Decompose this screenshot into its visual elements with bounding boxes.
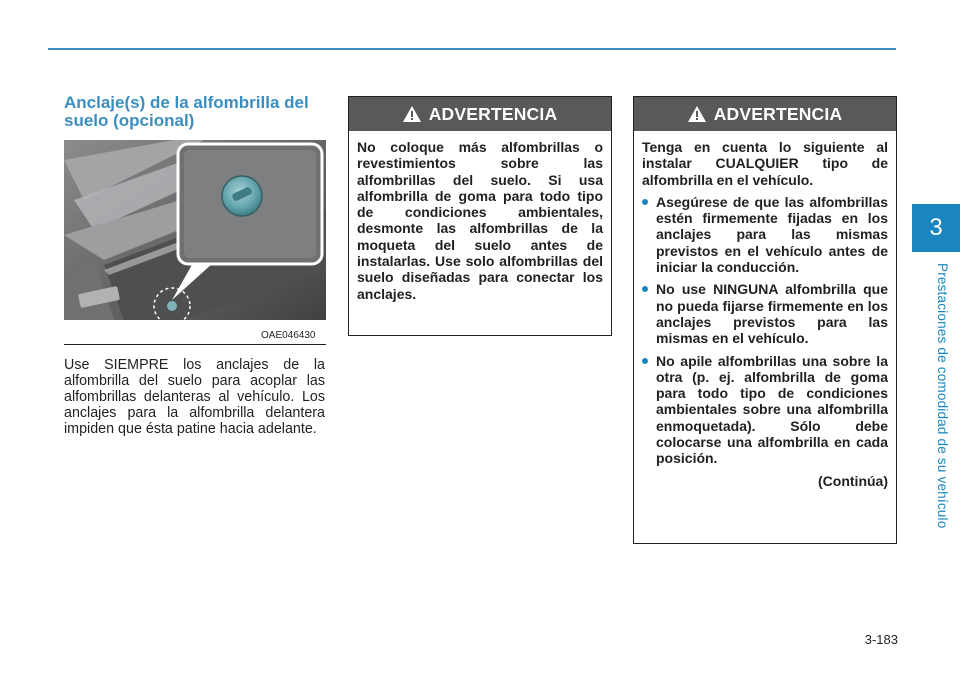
warning-header: [349, 97, 611, 131]
warning-triangle-icon: [688, 106, 706, 122]
warning-box-2: [633, 96, 897, 544]
warning-bullet: No apile alfombrillas una sobre la otra (p. ej. alfombrilla de goma para todo tipo de condiciones ambientales sobre una alfombrilla enmoquetada). Sólo debe colocarse una alfombrilla en cada posición.: [642, 353, 888, 467]
warning-intro: Tenga en cuenta lo siguiente al instalar CUALQUIER tipo de alfombrilla en el vehículo.: [642, 139, 888, 188]
chapter-number-tab: 3: [912, 204, 960, 252]
warning-bullet-list: [642, 194, 888, 467]
section-body-text: Use SIEMPRE los anclajes de la alfombrilla del suelo para acoplar las alfombrillas delanteras al vehículo. Los anclajes para la alfombrilla delantera impiden que ésta patine hacia adelante.: [64, 357, 325, 437]
top-rule: [48, 48, 896, 50]
warning-bullet: Asegúrese de que las alfombrillas estén firmemente fijadas en los anclajes para las mismas previstos en el vehículo antes de iniciar la conducción.: [642, 194, 888, 275]
section-title: Anclaje(s) de la alfombrilla del suelo (opcional): [64, 93, 309, 130]
floor-mat-anchor-photo: [64, 140, 326, 320]
warning-header: [634, 97, 896, 131]
page-number: 3-183: [864, 632, 898, 647]
warning-bullet: No use NINGUNA alfombrilla que no pueda fijarse firmemente en los anclajes previstos para las mismas en el vehículo.: [642, 281, 888, 346]
warning-triangle-icon: [403, 106, 421, 122]
image-code: OAE046430: [261, 330, 316, 341]
continued-label: (Continúa): [818, 472, 888, 489]
warning-text: No coloque más alfombrillas o revestimientos sobre las alfombrillas del suelo. Si usa alfombrilla de goma para todo tipo de condiciones ambientales, desmonte las alfombrillas de la moqueta del suelo antes de instalarlas. Use solo alfombrillas del suelo diseñadas para conectar los anclajes.: [357, 139, 603, 302]
caption-rule: [64, 344, 326, 345]
warning-box-1: [348, 96, 612, 336]
warning-header-label: ADVERTENCIA: [428, 103, 558, 124]
warning-header-label: ADVERTENCIA: [713, 103, 843, 124]
chapter-title: Prestaciones de comodidad de su vehículo: [935, 263, 950, 529]
